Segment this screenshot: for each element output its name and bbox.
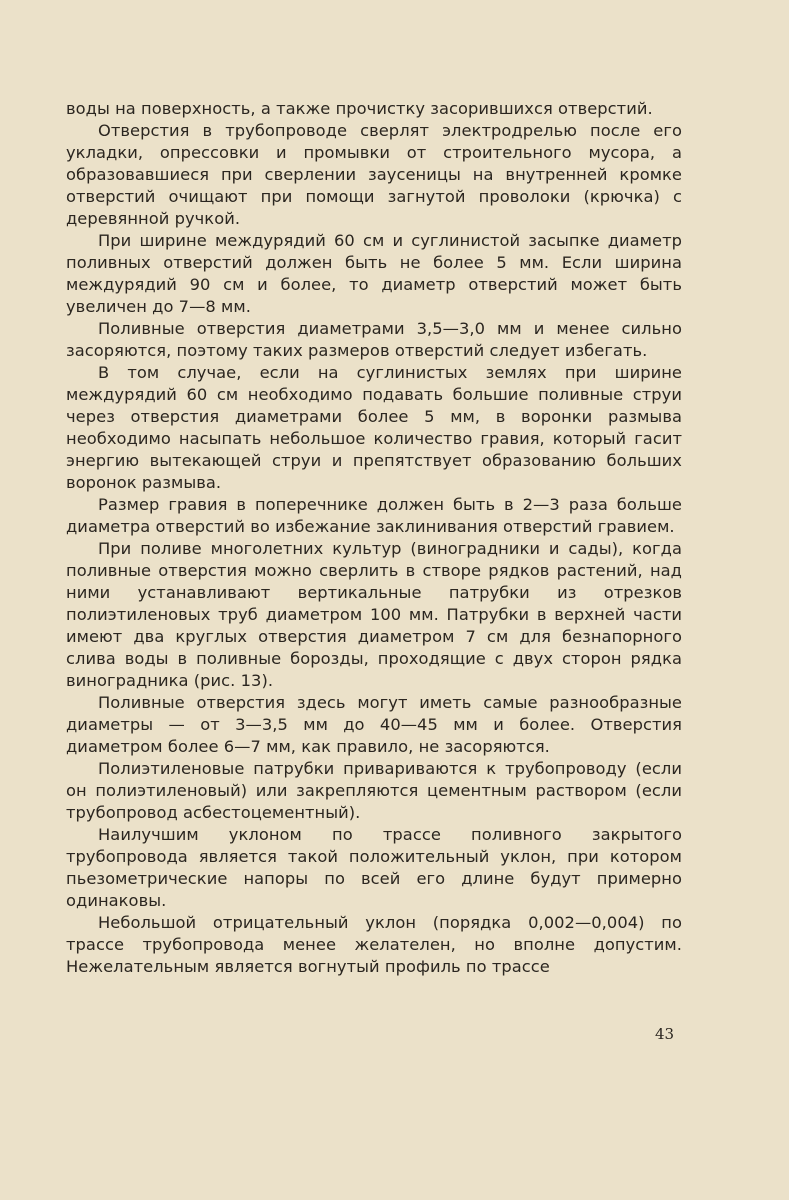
paragraph-11: Небольшой отрицательный уклон (порядка 0,002—0,004) по трассе трубопровода менее желателен, но вполне допустим. Нежелательным является вогнутый профиль по трассе (66, 913, 682, 976)
paragraph-2: Отверстия в трубопроводе сверлят электродрелью после его укладки, опрессовки и промывки от строительного мусора, а образовавшиеся при сверлении заусеницы на внутренней кромке отверстий очищают при помощи загнутой проволоки (крючка) с деревянной ручкой. (66, 121, 682, 228)
body-text (66, 98, 682, 978)
page-number: 43 (655, 1025, 675, 1043)
paragraph-10: Наилучшим уклоном по трассе поливного закрытого трубопровода является такой положительный уклон, при котором пьезометрические напоры по всей его длине будут примерно одинаковы. (66, 825, 682, 910)
paragraph-9: Полиэтиленовые патрубки привариваются к трубопроводу (если он полиэтиленовый) или закрепляются цементным раствором (если трубопровод асбестоцементный). (66, 759, 682, 822)
paragraph-5: В том случае, если на суглинистых землях при ширине междурядий 60 см необходимо подавать большие поливные струи через отверстия диаметрами более 5 мм, в воронки размыва необходимо насыпать небольшое количество гравия, который гасит энергию вытекающей струи и препятствует образованию больших воронок размыва. (66, 363, 682, 492)
paragraph-3: При ширине междурядий 60 см и суглинистой засыпке диаметр поливных отверстий должен быть не более 5 мм. Если ширина междурядий 90 см и более, то диаметр отверстий может быть увеличен до 7—8 мм. (66, 231, 682, 316)
paragraph-7: При поливе многолетних культур (виноградники и сады), когда поливные отверстия можно сверлить в створе рядков растений, над ними устанавливают вертикальные патрубки из отрезков полиэтиленовых труб диаметром 100 мм. Патрубки в верхней части имеют два круглых отверстия диаметром 7 см для безнапорного слива воды в поливные борозды, проходящие с двух сторон рядка виноградника (рис. 13). (66, 539, 682, 690)
paragraph-6: Размер гравия в поперечнике должен быть в 2—3 раза больше диаметра отверстий во избежание заклинивания отверстий гравием. (66, 495, 682, 536)
paragraph-8: Поливные отверстия здесь могут иметь самые разнообразные диаметры — от 3—3,5 мм до 40—45 мм и более. Отверстия диаметром более 6—7 мм, как правило, не засоряются. (66, 693, 682, 756)
paragraph-4: Поливные отверстия диаметрами 3,5—3,0 мм и менее сильно засоряются, поэтому таких размеров отверстий следует избегать. (66, 319, 682, 360)
paragraph-1: воды на поверхность, а также прочистку засорившихся отверстий. (66, 99, 653, 118)
